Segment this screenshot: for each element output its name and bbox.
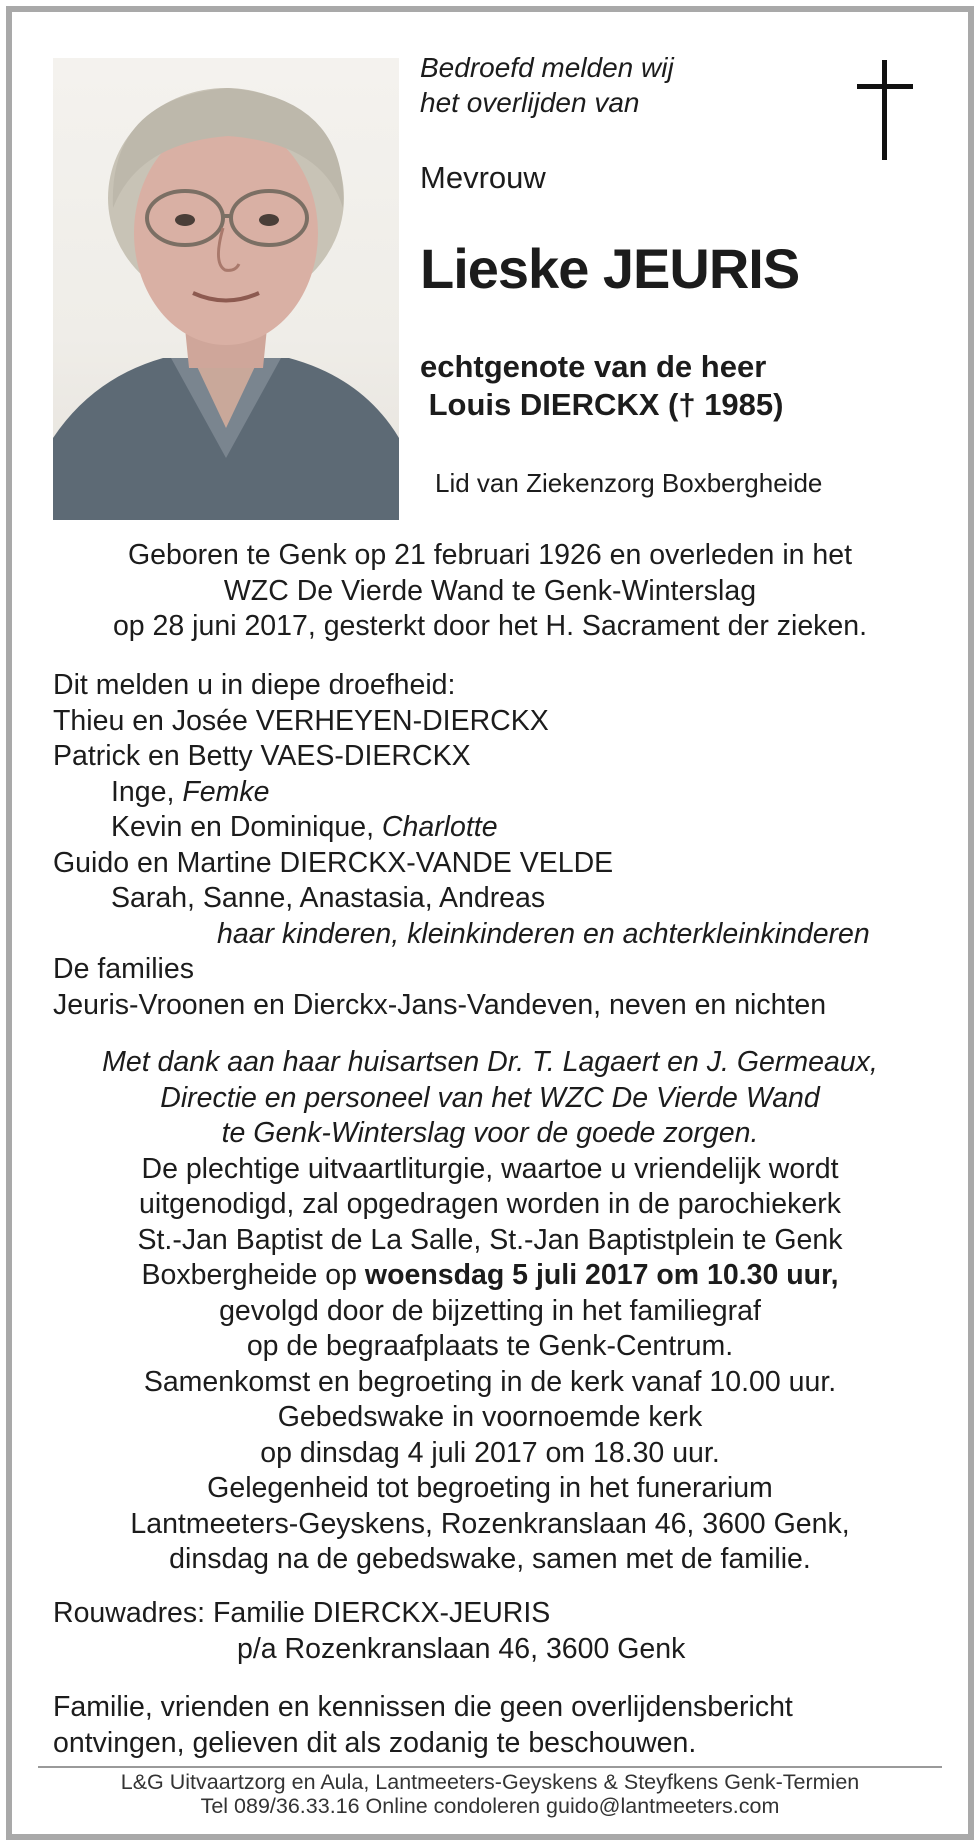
grandchildren-line: Inge, Femke [111, 775, 270, 808]
birth-line: WZC De Vierde Wand te Genk-Winterslag [223, 574, 757, 607]
intro-line: het overlijden van [420, 87, 640, 118]
spouse-line: Louis DIERCKX († 1985) [420, 387, 784, 422]
funeral-date-line: Boxbergheide op woensdag 5 juli 2017 om 10.30 uur, [141, 1259, 839, 1291]
family-line: Guido en Martine DIERCKX-VANDE VELDE [53, 846, 614, 879]
birth-details [30, 538, 950, 645]
cross-icon [855, 60, 915, 160]
funeral-line: Gebedswake in voornoemde kerk [277, 1401, 703, 1433]
intro-line: Bedroefd melden wij [420, 52, 674, 83]
footer-line: L&G Uitvaartzorg en Aula, Lantmeeters-Geyskens & Steyfkens Genk-Termien [120, 1770, 860, 1794]
intro-text [420, 50, 674, 120]
footer [30, 1770, 950, 1818]
notice-line: ontvingen, gelieven dit als zodanig te beschouwen. [53, 1726, 697, 1759]
funeral-line: uitgenodigd, zal opgedragen worden in de parochiekerk [139, 1188, 841, 1220]
spouse-text [420, 348, 783, 424]
families-label: De families [53, 953, 194, 985]
portrait-illustration [53, 58, 399, 520]
funeral-line: dinsdag na de gebedswake, samen met de familie. [169, 1543, 811, 1575]
thanks-line: Met dank aan haar huisartsen Dr. T. Lagaert en J. Germeaux, [102, 1046, 878, 1078]
families-line: Jeuris-Vroonen en Dierckx-Jans-Vandeven, neven en nichten [53, 988, 827, 1021]
thanks-line: te Genk-Winterslag voor de goede zorgen. [221, 1117, 759, 1149]
funeral-line: Gelegenheid tot begroeting in het funerarium [207, 1472, 773, 1504]
mourners-list [53, 668, 870, 1023]
birth-line: op 28 juni 2017, gesterkt door het H. Sacrament der zieken. [112, 610, 868, 642]
funeral-date: woensdag 5 juli 2017 om 10.30 uur, [364, 1259, 839, 1291]
birth-line: Geboren te Genk op 21 februari 1926 en overleden in het [127, 539, 853, 571]
portrait-photo [53, 58, 399, 520]
funeral-line: De plechtige uitvaartliturgie, waartoe u vriendelijk wordt [141, 1152, 839, 1185]
funeral-line: Lantmeeters-Geyskens, Rozenkranslaan 46, 3600 Genk, [130, 1507, 850, 1540]
address-line: p/a Rozenkranslaan 46, 3600 Genk [237, 1632, 686, 1665]
family-line: Thieu en Josée VERHEYEN-DIERCKX [53, 704, 549, 737]
funeral-line: St.-Jan Baptist de La Salle, St.-Jan Baptistplein te Genk [137, 1223, 843, 1256]
closing-notice [53, 1690, 793, 1761]
relation-line: haar kinderen, kleinkinderen en achterkleinkinderen [217, 917, 870, 950]
salutation: Mevrouw [420, 160, 546, 195]
spouse-line: echtgenote van de heer [420, 349, 767, 384]
membership-text: Lid van Ziekenzorg Boxbergheide [435, 468, 823, 498]
mourning-address [53, 1596, 685, 1667]
footer-divider [38, 1766, 942, 1768]
footer-line: Tel 089/36.33.16 Online condoleren guido@lantmeeters.com [200, 1794, 780, 1818]
funeral-line: gevolgd door de bijzetting in het familiegraf [219, 1294, 761, 1327]
funeral-details [30, 1045, 950, 1578]
deceased-name: Lieske JEURIS [420, 237, 800, 300]
funeral-line: op dinsdag 4 juli 2017 om 18.30 uur. [260, 1436, 720, 1469]
notice-line: Familie, vrienden en kennissen die geen overlijdensbericht [53, 1691, 793, 1723]
grandchildren-line: Kevin en Dominique, Charlotte [111, 811, 498, 843]
grandchildren-line: Sarah, Sanne, Anastasia, Andreas [111, 882, 546, 914]
address-line: Rouwadres: Familie DIERCKX-JEURIS [53, 1597, 551, 1629]
funeral-line: op de begraafplaats te Genk-Centrum. [246, 1330, 734, 1362]
family-line: Patrick en Betty VAES-DIERCKX [53, 740, 471, 772]
thanks-line: Directie en personeel van het WZC De Vierde Wand [160, 1081, 820, 1114]
funeral-line: Samenkomst en begroeting in de kerk vanaf 10.00 uur. [143, 1365, 837, 1398]
mourners-intro: Dit melden u in diepe droefheid: [53, 669, 456, 701]
